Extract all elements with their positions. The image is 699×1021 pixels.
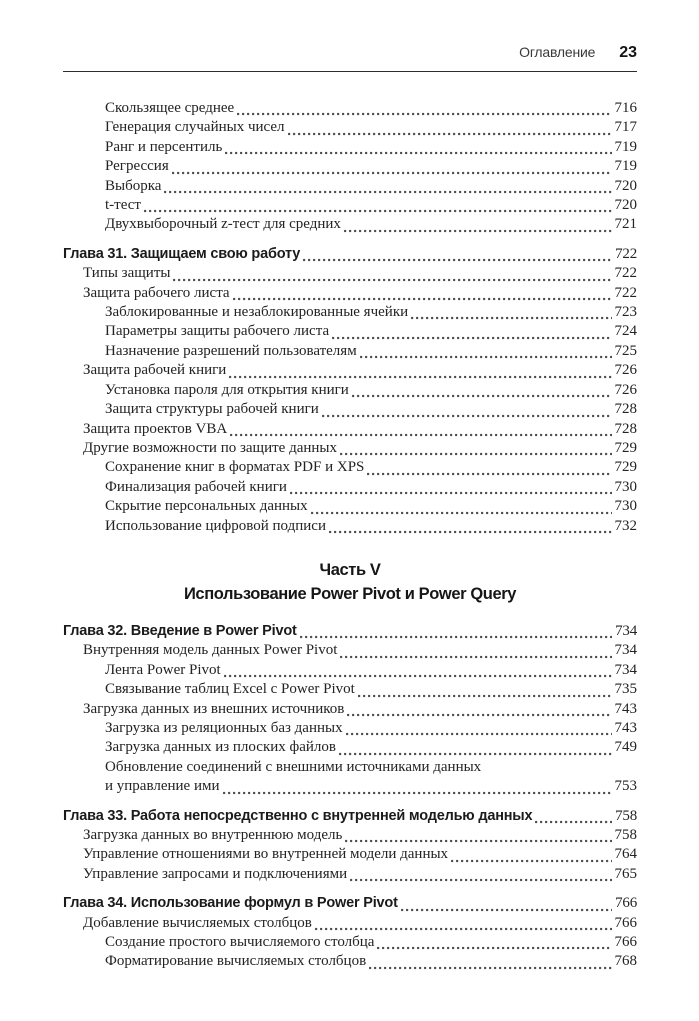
toc-entry-title: Регрессия xyxy=(105,158,169,175)
toc-entry xyxy=(63,381,637,400)
dot-leader xyxy=(225,151,611,155)
toc-entry xyxy=(63,215,637,234)
toc-entry-page: 764 xyxy=(614,846,637,863)
toc-entry-page: 758 xyxy=(614,827,637,843)
toc-entry-title: Ранг и персентиль xyxy=(105,138,223,155)
part-heading xyxy=(63,558,637,606)
dot-leader xyxy=(172,171,612,175)
toc-entry-title: Установка пароля для открытия книги xyxy=(105,381,349,398)
toc-entry-page: 719 xyxy=(614,138,637,155)
toc-entry-page: 719 xyxy=(614,158,637,175)
toc-entry xyxy=(63,177,637,196)
dot-leader xyxy=(311,511,612,515)
toc-entry xyxy=(63,952,637,971)
toc-entry xyxy=(63,933,637,952)
toc-entry-page: 765 xyxy=(614,865,637,882)
toc-entry xyxy=(63,400,637,419)
toc-entry xyxy=(63,641,637,660)
toc-entry-title: Лента Power Pivot xyxy=(105,661,221,678)
dot-leader xyxy=(339,752,612,756)
toc-entry-title: Финализация рабочей книги xyxy=(105,478,287,495)
dot-leader xyxy=(223,791,612,795)
toc-entry-page: 729 xyxy=(614,439,637,456)
toc-entry-page: 728 xyxy=(614,401,637,418)
dot-leader xyxy=(290,491,612,495)
toc-entry-title: Глава 34. Использование формул в Power Pivot xyxy=(63,895,398,912)
toc-entry xyxy=(63,420,637,439)
toc-entry-title: Сохранение книг в форматах PDF и XPS xyxy=(105,459,365,476)
toc-entry-title: Типы защиты xyxy=(83,265,171,282)
dot-leader xyxy=(332,336,611,340)
dot-leader xyxy=(346,732,612,736)
dot-leader xyxy=(377,946,611,950)
dot-leader xyxy=(411,316,611,320)
toc-entry-page: 728 xyxy=(614,420,637,437)
toc-entry-title: t-тест xyxy=(105,197,141,214)
toc-entry xyxy=(63,458,637,477)
dot-leader xyxy=(329,530,612,534)
toc-entry-page: 753 xyxy=(614,778,637,795)
toc-entry-page: 730 xyxy=(614,498,637,515)
toc-entry-page: 726 xyxy=(614,381,637,398)
toc-entry-page: 725 xyxy=(614,342,637,359)
toc-entry-title: Создание простого вычисляемого столбца xyxy=(105,934,375,951)
toc-entry xyxy=(63,118,637,137)
toc-entry-page: 721 xyxy=(614,216,637,233)
toc-entry xyxy=(63,865,637,884)
dot-leader xyxy=(224,674,612,678)
toc-entry-title: Заблокированные и незаблокированные ячейки xyxy=(105,304,409,321)
dot-leader xyxy=(340,452,611,456)
dot-leader xyxy=(233,297,612,301)
toc-entry xyxy=(63,700,637,719)
toc-entry-title: Загрузка данных во внутреннюю модель xyxy=(83,827,343,843)
toc-entry xyxy=(63,478,637,497)
toc-entry-page: 732 xyxy=(614,517,637,534)
toc-entry-title: и управление ими xyxy=(105,778,220,795)
dot-leader xyxy=(344,229,612,233)
toc-entry xyxy=(63,719,637,738)
dot-leader xyxy=(315,927,612,931)
toc-entry-title: Использование цифровой подписи xyxy=(105,517,326,534)
toc-entry-page: 730 xyxy=(614,478,637,495)
toc-entry xyxy=(63,826,637,845)
toc-entry-page: 722 xyxy=(614,284,637,301)
toc-entry xyxy=(63,497,637,516)
toc-entry-title: Форматирование вычисляемых столбцов xyxy=(105,953,367,970)
toc-entry-page: 720 xyxy=(614,177,637,194)
toc-entry-title: Обновление соединений с внешними источниками данных xyxy=(105,758,482,775)
dot-leader xyxy=(288,132,612,136)
toc-list xyxy=(63,99,637,972)
dot-leader xyxy=(401,908,612,912)
toc-entry-title: Параметры защиты рабочего листа xyxy=(105,323,330,340)
toc-entry-title: Глава 31. Защищаем свою работу xyxy=(63,245,301,262)
dot-leader xyxy=(360,355,612,359)
toc-entry-page: 749 xyxy=(614,739,637,756)
toc-entry xyxy=(63,661,637,680)
dot-leader xyxy=(322,414,612,418)
dot-leader xyxy=(352,394,612,398)
dot-leader xyxy=(164,190,611,194)
dot-leader xyxy=(300,635,612,639)
toc-entry-title: Загрузка данных из плоских файлов xyxy=(105,739,336,756)
part-heading-line: Использование Power Pivot и Power Query xyxy=(183,584,517,603)
toc-entry-page: 734 xyxy=(614,661,637,678)
toc-entry-title: Внутренняя модель данных Power Pivot xyxy=(83,642,338,659)
toc-entry-title: Другие возможности по защите данных xyxy=(83,439,338,456)
dot-leader xyxy=(451,859,611,863)
toc-entry-page: 724 xyxy=(614,323,637,340)
toc-entry-page: 734 xyxy=(614,642,637,659)
toc-entry-title: Выборка xyxy=(105,177,162,194)
toc-chapter-entry xyxy=(63,894,637,913)
dot-leader xyxy=(358,694,612,698)
toc-entry-title: Защита рабочего листа xyxy=(83,284,230,301)
header-title: Оглавление xyxy=(519,44,596,60)
toc-entry-page: 766 xyxy=(615,895,637,912)
dot-leader xyxy=(303,258,612,262)
toc-entry-page: 758 xyxy=(615,807,637,824)
dot-leader xyxy=(350,878,611,882)
toc-entry-title: Связывание таблиц Excel с Power Pivot xyxy=(105,681,355,698)
toc-entry xyxy=(63,322,637,341)
toc-entry-page: 734 xyxy=(615,622,637,639)
toc-entry xyxy=(63,738,637,757)
toc-entry-page: 720 xyxy=(614,197,637,214)
header-page-number: 23 xyxy=(619,44,637,61)
dot-leader xyxy=(144,209,612,213)
toc-entry xyxy=(63,264,637,283)
toc-entry-title: Скрытие персональных данных xyxy=(105,498,308,515)
toc-entry xyxy=(63,914,637,933)
dot-leader xyxy=(367,472,611,476)
toc-entry-page: 722 xyxy=(615,245,637,262)
toc-entry-page: 743 xyxy=(614,719,637,736)
dot-leader xyxy=(230,433,611,437)
dot-leader xyxy=(340,655,611,659)
toc-entry-title: Глава 32. Введение в Power Pivot xyxy=(63,622,297,639)
toc-entry-title: Управление отношениями во внутренней модели данных xyxy=(83,846,449,863)
toc-entry-page: 735 xyxy=(614,681,637,698)
dot-leader xyxy=(229,375,611,379)
toc-entry-title: Загрузка данных из внешних источников xyxy=(83,700,345,717)
toc-entry xyxy=(63,196,637,215)
dot-leader xyxy=(535,820,612,824)
toc-entry-continuation xyxy=(63,777,637,796)
toc-entry-page: 722 xyxy=(614,265,637,282)
dot-leader xyxy=(173,278,611,282)
toc-entry xyxy=(63,517,637,536)
toc-entry-title: Управление запросами и подключениями xyxy=(83,865,348,882)
toc-entry xyxy=(63,342,637,361)
toc-chapter-entry xyxy=(63,245,637,264)
toc-entry-page: 726 xyxy=(614,362,637,379)
toc-entry xyxy=(63,758,637,777)
toc-entry xyxy=(63,303,637,322)
part-heading-line: Часть V xyxy=(319,560,381,579)
toc-entry-title: Двухвыборочный z-тест для средних xyxy=(105,216,341,233)
toc-entry-page: 743 xyxy=(614,700,637,717)
toc-entry-page: 729 xyxy=(614,459,637,476)
toc-entry-page: 716 xyxy=(614,100,637,116)
dot-leader xyxy=(369,966,611,970)
toc-entry-title: Добавление вычисляемых столбцов xyxy=(83,914,312,931)
toc-entry xyxy=(63,439,637,458)
toc-entry xyxy=(63,361,637,380)
toc-entry-title: Назначение разрешений пользователям xyxy=(105,342,357,359)
toc-entry-title: Загрузка из реляционных баз данных xyxy=(105,719,343,736)
toc-entry xyxy=(63,99,637,118)
toc-entry-title: Защита проектов VBA xyxy=(83,420,228,437)
dot-leader xyxy=(237,112,611,116)
dot-leader xyxy=(347,713,611,717)
toc-entry-title: Защита рабочей книги xyxy=(83,362,227,379)
page-header xyxy=(63,44,637,72)
dot-leader xyxy=(345,839,611,843)
toc-entry xyxy=(63,157,637,176)
toc-entry-title: Глава 33. Работа непосредственно с внутренней моделью данных xyxy=(63,807,533,824)
toc-entry-title: Защита структуры рабочей книги xyxy=(105,401,319,418)
toc-entry-page: 768 xyxy=(614,953,637,970)
toc-entry xyxy=(63,845,637,864)
toc-chapter-entry xyxy=(63,622,637,641)
toc-entry-page: 766 xyxy=(614,934,637,951)
toc-entry-title: Генерация случайных чисел xyxy=(105,119,285,136)
toc-entry-page: 723 xyxy=(614,304,637,321)
toc-entry-page: 766 xyxy=(614,914,637,931)
toc-chapter-entry xyxy=(63,807,637,826)
toc-entry-page: 717 xyxy=(614,119,637,136)
toc-entry-title: Скользящее среднее xyxy=(105,100,235,116)
toc-entry xyxy=(63,284,637,303)
toc-entry xyxy=(63,680,637,699)
toc-entry xyxy=(63,138,637,157)
